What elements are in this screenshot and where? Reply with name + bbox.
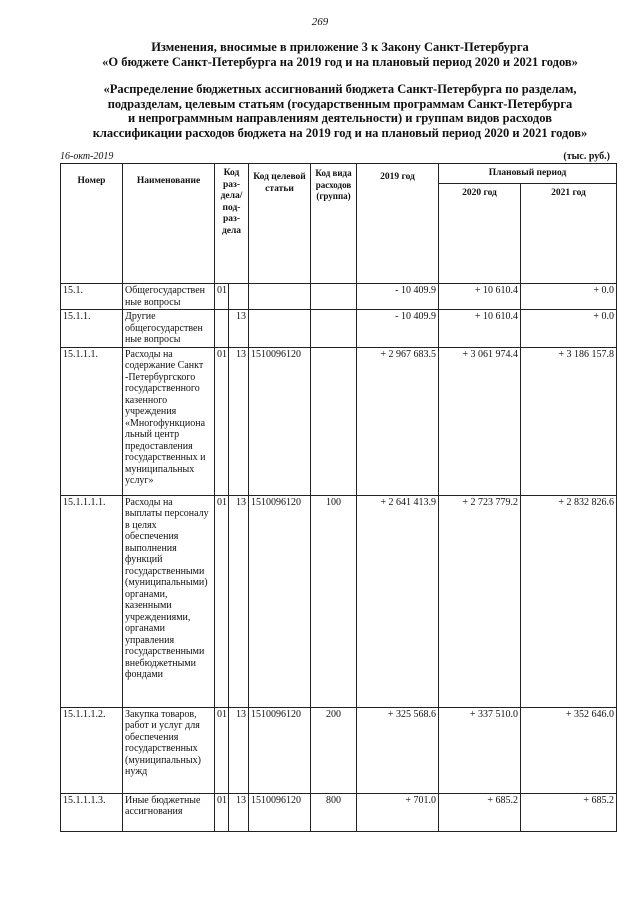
row-kind-code [311,347,357,495]
row-number: 15.1.1.1.2. [61,707,123,793]
header-plan-period: Плановый период [439,164,617,184]
row-number: 15.1.1.1.3. [61,793,123,831]
row-section: 01 [215,347,229,495]
header-2020: 2020 год [439,184,521,284]
header-section: Код раз-дела/ под-раз-дела [215,164,249,284]
header-kind: Код вида расходов (группа) [311,164,357,284]
row-target-code: 1510096120 [249,347,311,495]
row-value-2020: + 10 610.4 [439,284,521,310]
row-target-code: 1510096120 [249,793,311,831]
row-subsection [229,284,249,310]
row-target-code [249,310,311,348]
row-value-2021: + 352 646.0 [521,707,617,793]
row-kind-code [311,310,357,348]
document-date: 16-окт-2019 [60,151,114,162]
row-section: 01 [215,793,229,831]
table-row [61,707,617,793]
row-section: 01 [215,707,229,793]
row-target-code: 1510096120 [249,495,311,707]
budget-table [60,163,617,832]
row-number: 15.1.1.1. [61,347,123,495]
row-subsection: 13 [229,707,249,793]
row-number: 15.1.1.1.1. [61,495,123,707]
row-section: 01 [215,495,229,707]
header-target: Код целевой статьи [249,164,311,284]
row-value-2021: + 2 832 826.6 [521,495,617,707]
row-value-2019: + 2 967 683.5 [357,347,439,495]
row-value-2021: + 0.0 [521,310,617,348]
row-name: Другие общегосударствен ные вопросы [123,310,215,348]
table-row [61,793,617,831]
row-value-2019: + 325 568.6 [357,707,439,793]
row-number: 15.1.1. [61,310,123,348]
header-2019: 2019 год [357,164,439,284]
row-value-2020: + 3 061 974.4 [439,347,521,495]
unit-label: (тыс. руб.) [563,151,610,162]
row-value-2019: + 2 641 413.9 [357,495,439,707]
row-name: Иные бюджетные ассигнования [123,793,215,831]
row-name: Расходы на содержание Санкт -Петербургского государственного казенного учреждения «Многофункциона льный центр предоставления государственных и муниципальных услуг» [123,347,215,495]
row-kind-code [311,284,357,310]
row-subsection: 13 [229,347,249,495]
row-value-2020: + 2 723 779.2 [439,495,521,707]
row-section: 01 [215,284,229,310]
row-subsection: 13 [229,495,249,707]
table-title-line-4: классификации расходов бюджета на 2019 год и на плановый период 2020 и 2021 годов» [92,125,588,140]
row-value-2021: + 0.0 [521,284,617,310]
row-target-code [249,284,311,310]
row-value-2020: + 685.2 [439,793,521,831]
row-value-2021: + 3 186 157.8 [521,347,617,495]
title-line-1: Изменения, вносимые в приложение 3 к Закону Санкт-Петербурга [151,40,529,54]
table-row [61,495,617,707]
row-subsection: 13 [229,310,249,348]
header-name: Наименование [123,164,215,284]
row-value-2019: - 10 409.9 [357,284,439,310]
row-target-code: 1510096120 [249,707,311,793]
page-number: 269 [311,16,329,28]
document-title [60,40,620,70]
row-value-2019: - 10 409.9 [357,310,439,348]
row-value-2020: + 10 610.4 [439,310,521,348]
table-row [61,347,617,495]
table-title [60,82,620,140]
row-value-2021: + 685.2 [521,793,617,831]
row-name: Общегосударствен ные вопросы [123,284,215,310]
row-kind-code: 100 [311,495,357,707]
row-subsection: 13 [229,793,249,831]
header-number: Номер [61,164,123,284]
row-value-2019: + 701.0 [357,793,439,831]
row-value-2020: + 337 510.0 [439,707,521,793]
row-kind-code: 200 [311,707,357,793]
row-number: 15.1. [61,284,123,310]
table-row [61,310,617,348]
row-kind-code: 800 [311,793,357,831]
row-name: Закупка товаров, работ и услуг для обеспечения государственных (муниципальных) нужд [123,707,215,793]
row-name: Расходы на выплаты персоналу в целях обеспечения выполнения функций государственными (муниципальными) органами, казенными учреждениями, органами управления государственными внебюджетными фондами [123,495,215,707]
title-line-2: «О бюджете Санкт-Петербурга на 2019 год и на плановый период 2020 и 2021 годов» [102,55,578,69]
table-title-line-1: «Распределение бюджетных ассигнований бюджета Санкт-Петербурга по разделам, [103,82,577,96]
header-2021: 2021 год [521,184,617,284]
table-title-line-2: подразделам, целевым статьям (государственным программам Санкт-Петербурга [107,96,573,111]
row-section [215,310,229,348]
table-title-line-3: и непрограммным направлениям деятельности) и группам видов расходов [128,111,552,125]
table-row [61,284,617,310]
